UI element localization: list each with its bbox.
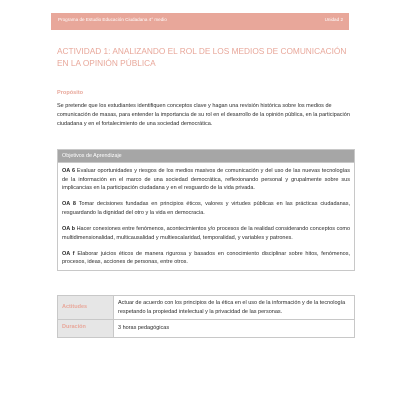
purpose-text: Se pretende que los estudiantes identifiquen conceptos clave y hagan una revisión histórica sobre los medios de comunicación de masas, para entender la importancia de su rol en el desarrollo de la opinión pública, en la participación ciudadana y en el fortalecimiento de una sociedad democrática.	[57, 103, 350, 128]
objectives-heading: Objetivos de Aprendizaje	[62, 153, 122, 159]
actitudes-label: Actitudes	[58, 296, 114, 319]
actitudes-text: Actuar de acuerdo con los principios de la ética en el uso de la información y de la tecnología respetando la propiedad intelectual y la privacidad de las personas.	[118, 300, 346, 315]
objective-text: Elaborar juicios éticos de manera rigurosa y basados en conocimiento disciplinar sobre hitos, fenómenos, procesos, ideas, acciones de personas, entre otros.	[62, 250, 351, 266]
duracion-text: 3 horas pedagógicas	[118, 325, 170, 332]
activity-title: ACTIVIDAD 1: ANALIZANDO EL ROL DE LOS MEDIOS DE COMUNICACIÓN EN LA OPINIÓN PÚBLICA	[57, 46, 347, 68]
objective-code: OA b	[62, 225, 75, 232]
objective-item	[62, 250, 350, 267]
objective-item	[62, 167, 350, 193]
objectives-table	[57, 149, 355, 271]
unit-label: Unidad 2	[324, 17, 343, 22]
objective-code: OA f	[62, 250, 75, 257]
objective-code: OA 6	[62, 168, 75, 174]
actitudes-row	[58, 296, 354, 320]
objective-item	[62, 200, 350, 217]
objectives-header	[58, 150, 354, 163]
objectives-body	[58, 163, 354, 270]
program-name: Programa de Estudio Educación Ciudadana 4° medio	[58, 17, 167, 22]
details-table	[57, 295, 355, 338]
objective-text: Tomar decisiones fundadas en principios éticos, valores y virtudes públicas en las prácticas ciudadanas, resguardando la dignidad del otro y la vida en democracia.	[62, 201, 350, 216]
duracion-label: Duración	[58, 320, 114, 337]
duracion-row	[58, 320, 354, 337]
objective-item	[62, 225, 350, 242]
purpose-heading: Propósito	[57, 90, 84, 96]
objective-code: OA 8	[62, 201, 76, 208]
objective-text: Evaluar oportunidades y riesgos de los medios masivos de comunicación y del uso de las nuevas tecnologías de la información en el marco de una sociedad democrática, reflexionando personal y grupalmente sobre sus implicancias en la participación ciudadana y en el resguardo de la vida privada.	[62, 168, 350, 192]
objective-text: Hacer conexiones entre fenómenos, acontecimientos y/o procesos de la realidad considerando conceptos como multidimensionalidad, multicausalidad y multiescalaridad, temporalidad, y variables y patrones.	[62, 225, 351, 241]
header-bar	[51, 13, 349, 30]
